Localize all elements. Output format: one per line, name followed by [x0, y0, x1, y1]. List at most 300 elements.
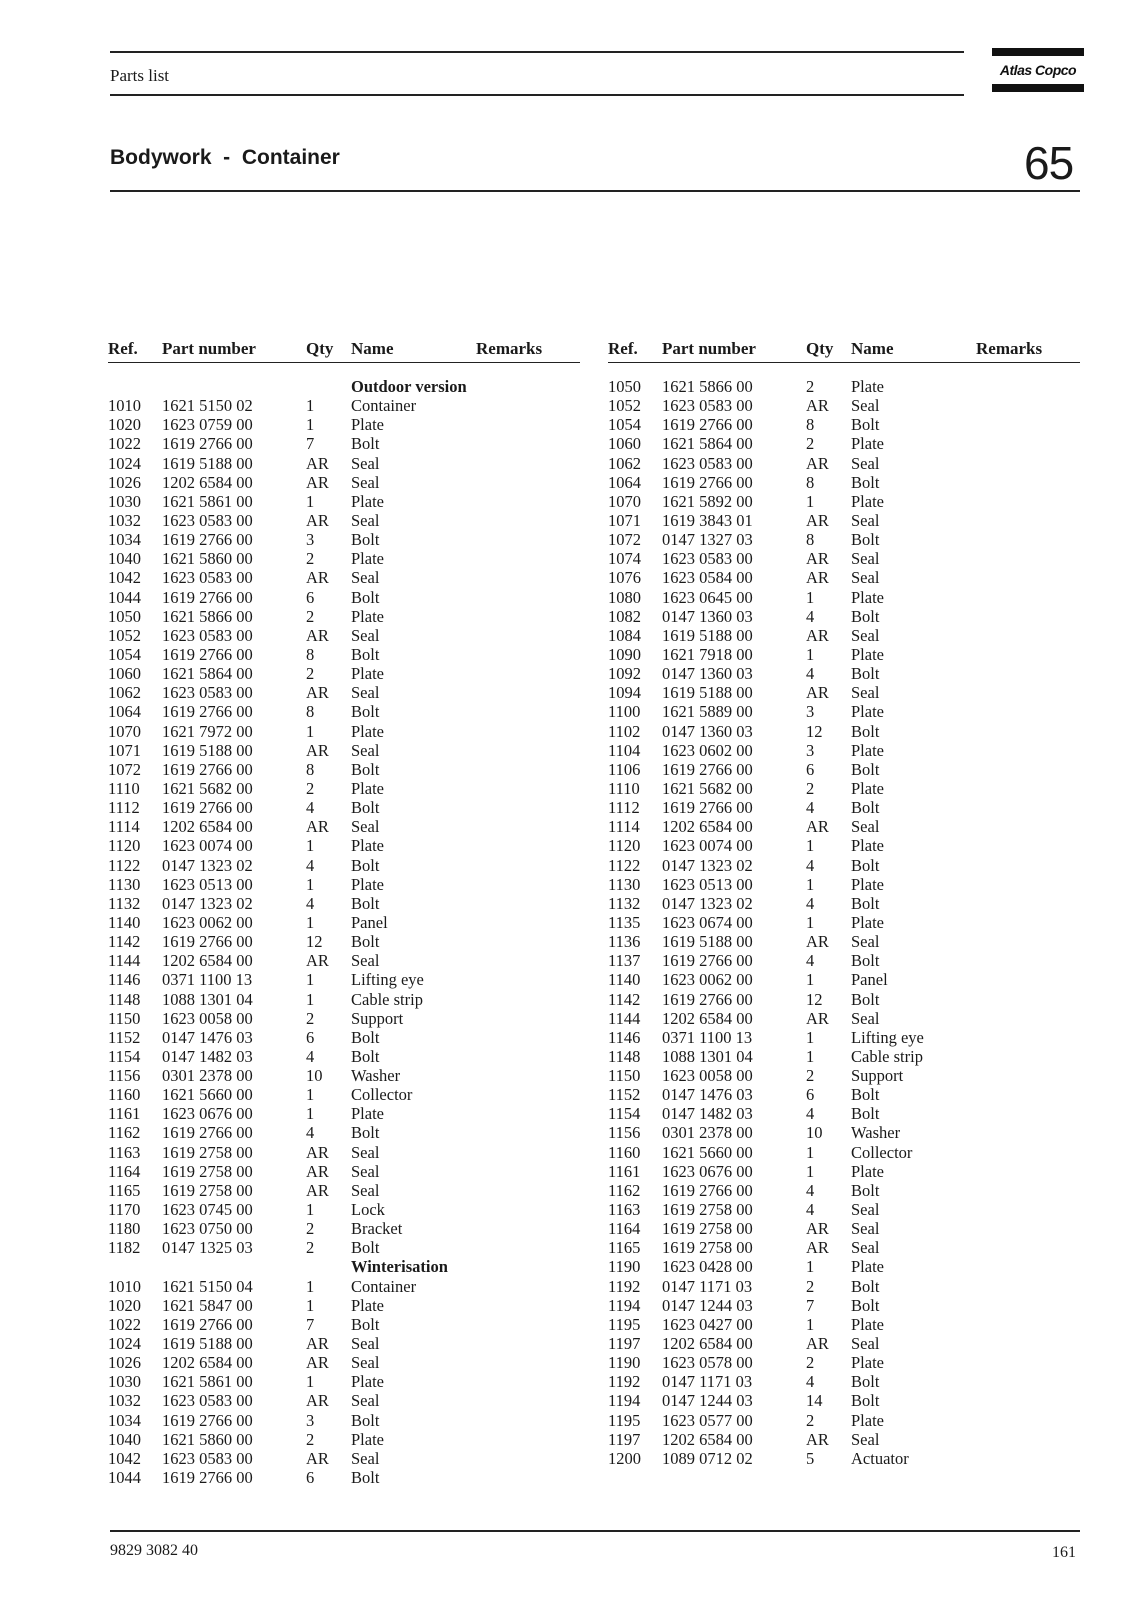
cell-part: 1621 7918 00 [662, 644, 753, 664]
cell-part: 1621 5864 00 [162, 664, 253, 684]
header-rule [110, 94, 964, 96]
table-row [108, 894, 580, 913]
cell-name: Plate [851, 836, 884, 856]
table-row [608, 683, 1080, 702]
cell-part: 1623 0062 00 [662, 970, 753, 990]
table-row [108, 530, 580, 549]
col-remarks: Remarks [476, 339, 543, 358]
cell-ref: 1070 [108, 721, 141, 741]
cell-part: 1623 0676 00 [662, 1161, 753, 1181]
cell-name: Bolt [351, 1314, 380, 1334]
table-row [108, 741, 580, 760]
cell-ref: 1195 [608, 1314, 641, 1334]
table-row [608, 932, 1080, 951]
cell-part: 1619 2766 00 [662, 472, 753, 492]
cell-name: Bolt [851, 893, 880, 913]
cell-name: Plate [351, 606, 384, 626]
cell-part: 1623 0645 00 [662, 587, 753, 607]
cell-name: Seal [851, 453, 880, 473]
table-row [108, 1066, 580, 1085]
table-row [608, 549, 1080, 568]
cell-qty: AR [306, 625, 329, 645]
table-row [108, 1181, 580, 1200]
cell-ref: 1114 [108, 817, 140, 837]
cell-ref: 1010 [108, 1276, 141, 1296]
table-row [608, 645, 1080, 664]
cell-name: Seal [851, 1429, 880, 1449]
cell-qty: 1 [306, 396, 315, 416]
cell-part: 1623 0602 00 [662, 740, 753, 760]
cell-name: Seal [851, 396, 880, 416]
cell-qty: 8 [306, 644, 315, 664]
cell-part: 1619 5188 00 [162, 740, 253, 760]
table-row [108, 1162, 580, 1181]
cell-part: 1202 6584 00 [662, 1429, 753, 1449]
cell-part: 1623 0583 00 [162, 1448, 253, 1468]
cell-part: 1619 2758 00 [662, 1219, 753, 1239]
cell-name: Plate [851, 874, 884, 894]
cell-ref: 1146 [108, 970, 141, 990]
cell-name: Collector [851, 1142, 913, 1162]
cell-part: 0147 1323 02 [162, 893, 253, 913]
cell-ref: 1050 [608, 377, 641, 396]
cell-name: Support [851, 1066, 904, 1086]
section-label: Parts list [110, 66, 170, 85]
col-part-number: Part number [162, 339, 256, 358]
cell-name: Seal [351, 951, 380, 971]
cell-qty: 2 [306, 1238, 315, 1258]
cell-name: Seal [351, 1142, 380, 1162]
table-row [108, 1449, 580, 1468]
cell-ref: 1024 [108, 453, 141, 473]
cell-name: Bolt [351, 1123, 380, 1143]
table-row [608, 626, 1080, 645]
cell-part: 1623 0584 00 [662, 568, 753, 588]
cell-qty: 1 [806, 587, 815, 607]
table-row [608, 1200, 1080, 1219]
cell-name: Actuator [851, 1448, 909, 1468]
table-body [608, 377, 1080, 1468]
cell-part: 0147 1323 02 [662, 855, 753, 875]
table-row [108, 798, 580, 817]
table-row [108, 875, 580, 894]
cell-name: Bolt [351, 434, 380, 454]
table-row [108, 779, 580, 798]
cell-part: 1623 0583 00 [662, 396, 753, 416]
cell-ref: 1050 [108, 606, 141, 626]
cell-qty: AR [306, 472, 329, 492]
cell-ref: 1042 [108, 1448, 141, 1468]
parts-table-right [608, 336, 1080, 1468]
cell-part: 1619 2758 00 [162, 1161, 253, 1181]
cell-ref: 1034 [108, 1410, 141, 1430]
cell-qty: 1 [306, 1104, 315, 1124]
cell-ref: 1062 [608, 453, 641, 473]
table-row [608, 1257, 1080, 1276]
col-qty: Qty [306, 339, 334, 358]
cell-qty: 4 [306, 1046, 315, 1066]
cell-ref: 1154 [108, 1046, 141, 1066]
cell-part: 1623 0583 00 [662, 453, 753, 473]
cell-part: 1621 5861 00 [162, 1372, 253, 1392]
cell-ref: 1192 [608, 1276, 641, 1296]
cell-part: 1619 2766 00 [162, 530, 253, 550]
table-row [108, 1009, 580, 1028]
cell-qty: 4 [306, 855, 315, 875]
table-row [108, 760, 580, 779]
cell-qty: 2 [806, 778, 815, 798]
cell-part: 1088 1301 04 [662, 1046, 753, 1066]
cell-name: Seal [851, 817, 880, 837]
table-row [608, 722, 1080, 741]
cell-part: 0301 2378 00 [162, 1066, 253, 1086]
cell-qty: AR [306, 1334, 329, 1354]
cell-ref: 1082 [608, 606, 641, 626]
table-row [608, 454, 1080, 473]
cell-ref: 1170 [108, 1200, 141, 1220]
top-rule [110, 51, 964, 53]
cell-ref: 1020 [108, 1295, 141, 1315]
cell-qty: AR [806, 1008, 829, 1028]
table-row [608, 1372, 1080, 1391]
cell-part: 1202 6584 00 [662, 817, 753, 837]
cell-ref: 1026 [108, 472, 141, 492]
cell-name: Lock [351, 1200, 385, 1220]
cell-qty: 14 [806, 1391, 823, 1411]
cell-qty: AR [306, 740, 329, 760]
table-row [608, 760, 1080, 779]
cell-part: 1623 0676 00 [162, 1104, 253, 1124]
cell-name: Bolt [851, 798, 880, 818]
cell-name: Bolt [351, 759, 380, 779]
cell-ref: 1070 [608, 491, 641, 511]
cell-name: Seal [851, 625, 880, 645]
cell-name: Seal [851, 1238, 880, 1258]
table-row [608, 836, 1080, 855]
cell-name: Seal [851, 1200, 880, 1220]
group-heading-row [108, 1257, 580, 1276]
cell-name: Bolt [351, 1238, 380, 1258]
cell-ref: 1120 [108, 836, 141, 856]
cell-part: 1619 2766 00 [162, 1314, 253, 1334]
table-row [608, 1430, 1080, 1449]
table-row [108, 1047, 580, 1066]
cell-qty: 4 [806, 798, 815, 818]
cell-name: Plate [351, 549, 384, 569]
cell-part: 1619 5188 00 [162, 453, 253, 473]
cell-ref: 1052 [108, 625, 141, 645]
cell-name: Bolt [851, 606, 880, 626]
cell-part: 1202 6584 00 [662, 1008, 753, 1028]
cell-qty: 3 [806, 702, 815, 722]
table-row [608, 1277, 1080, 1296]
table-row [608, 1181, 1080, 1200]
table-row [608, 1315, 1080, 1334]
cell-name: Bolt [851, 472, 880, 492]
table-row [608, 1123, 1080, 1142]
cell-ref: 1197 [608, 1429, 641, 1449]
cell-qty: AR [806, 1219, 829, 1239]
cell-qty: AR [806, 625, 829, 645]
cell-part: 1623 0427 00 [662, 1314, 753, 1334]
cell-ref: 1030 [108, 491, 141, 511]
cell-qty: 2 [306, 1008, 315, 1028]
cell-qty: 1 [306, 989, 315, 1009]
cell-qty: 7 [306, 434, 315, 454]
table-row [108, 951, 580, 970]
cell-name: Bolt [351, 644, 380, 664]
cell-part: 1619 5188 00 [662, 932, 753, 952]
cell-part: 1623 0058 00 [162, 1008, 253, 1028]
cell-ref: 1195 [608, 1410, 641, 1430]
cell-part: 1621 5866 00 [162, 606, 253, 626]
cell-name: Bolt [851, 721, 880, 741]
table-row [108, 1123, 580, 1142]
document-number: 9829 3082 40 [110, 1542, 198, 1559]
cell-ref: 1163 [108, 1142, 141, 1162]
cell-qty: 1 [806, 644, 815, 664]
cell-qty: 3 [306, 530, 315, 550]
cell-qty: AR [806, 932, 829, 952]
cell-name: Collector [351, 1085, 413, 1105]
cell-name: Seal [351, 817, 380, 837]
cell-ref: 1062 [108, 683, 141, 703]
cell-ref: 1164 [108, 1161, 141, 1181]
cell-name: Seal [351, 1334, 380, 1354]
cell-name: Bolt [851, 989, 880, 1009]
cell-part: 1621 5866 00 [662, 377, 753, 396]
cell-qty: 2 [806, 1066, 815, 1086]
cell-name: Bolt [351, 932, 380, 952]
table-row [108, 1391, 580, 1410]
cell-qty: AR [306, 1142, 329, 1162]
cell-part: 1621 5860 00 [162, 549, 253, 569]
cell-name: Plate [851, 491, 884, 511]
cell-part: 0147 1244 03 [662, 1295, 753, 1315]
cell-name: Seal [351, 1180, 380, 1200]
cell-part: 0301 2378 00 [662, 1123, 753, 1143]
cell-qty: 6 [806, 1085, 815, 1105]
cell-qty: 1 [806, 912, 815, 932]
cell-ref: 1094 [608, 683, 641, 703]
cell-ref: 1032 [108, 510, 141, 530]
cell-name: Washer [351, 1066, 401, 1086]
cell-name: Plate [351, 721, 384, 741]
table-row [108, 1238, 580, 1257]
cell-part: 1621 5892 00 [662, 491, 753, 511]
cell-part: 0147 1325 03 [162, 1238, 253, 1258]
cell-qty: 2 [806, 434, 815, 454]
cell-name: Plate [351, 415, 384, 435]
cell-qty: 10 [306, 1066, 323, 1086]
cell-part: 1623 0745 00 [162, 1200, 253, 1220]
cell-qty: 8 [306, 702, 315, 722]
table-row [608, 913, 1080, 932]
cell-ref: 1112 [108, 798, 140, 818]
table-row [608, 1162, 1080, 1181]
cell-part: 1623 0058 00 [662, 1066, 753, 1086]
page-title: Bodywork - Container [110, 146, 340, 169]
table-row [608, 1411, 1080, 1430]
cell-qty: 4 [806, 1104, 815, 1124]
cell-part: 1619 2766 00 [662, 1180, 753, 1200]
cell-part: 1202 6584 00 [162, 951, 253, 971]
cell-part: 0147 1244 03 [662, 1391, 753, 1411]
table-row [108, 434, 580, 453]
cell-qty: AR [806, 396, 829, 416]
cell-part: 0147 1360 03 [662, 606, 753, 626]
cell-part: 1619 2766 00 [162, 644, 253, 664]
cell-part: 1619 2766 00 [162, 759, 253, 779]
cell-part: 1623 0583 00 [162, 510, 253, 530]
table-row [108, 415, 580, 434]
chapter-number: 65 [1024, 137, 1074, 189]
cell-name: Plate [351, 491, 384, 511]
cell-part: 1621 5660 00 [662, 1142, 753, 1162]
cell-part: 1623 0513 00 [162, 874, 253, 894]
cell-name: Plate [351, 1372, 384, 1392]
cell-qty: 1 [806, 874, 815, 894]
table-row [608, 377, 1080, 396]
cell-ref: 1052 [608, 396, 641, 416]
cell-qty: 2 [806, 377, 815, 396]
cell-name: Plate [851, 434, 884, 454]
cell-name: Seal [351, 510, 380, 530]
cell-name: Seal [351, 625, 380, 645]
cell-name: Plate [851, 1257, 884, 1277]
cell-name: Seal [351, 568, 380, 588]
cell-ref: 1060 [608, 434, 641, 454]
cell-qty: 1 [306, 1276, 315, 1296]
table-row [608, 396, 1080, 415]
table-row [108, 683, 580, 702]
cell-ref: 1090 [608, 644, 641, 664]
table-row [108, 511, 580, 530]
cell-ref: 1136 [608, 932, 641, 952]
cell-ref: 1150 [108, 1008, 141, 1028]
cell-ref: 1076 [608, 568, 641, 588]
cell-name: Bolt [351, 1468, 380, 1488]
table-row [608, 1047, 1080, 1066]
cell-ref: 1142 [608, 989, 641, 1009]
table-row [608, 1143, 1080, 1162]
cell-ref: 1032 [108, 1391, 141, 1411]
cell-name: Seal [351, 1353, 380, 1373]
cell-name: Bolt [851, 951, 880, 971]
cell-qty: AR [306, 951, 329, 971]
cell-qty: 1 [306, 721, 315, 741]
cell-part: 1619 2766 00 [662, 798, 753, 818]
table-row [608, 1296, 1080, 1315]
table-row [108, 1430, 580, 1449]
cell-qty: 2 [306, 1429, 315, 1449]
cell-ref: 1110 [108, 778, 140, 798]
table-row [608, 664, 1080, 683]
table-row [608, 894, 1080, 913]
cell-part: 1619 2766 00 [662, 989, 753, 1009]
cell-qty: 1 [306, 491, 315, 511]
cell-ref: 1092 [608, 664, 641, 684]
cell-ref: 1110 [608, 778, 640, 798]
cell-ref: 1152 [608, 1085, 641, 1105]
cell-ref: 1071 [608, 510, 641, 530]
table-row [608, 1066, 1080, 1085]
cell-name: Panel [351, 912, 388, 932]
cell-ref: 1150 [608, 1066, 641, 1086]
cell-qty: 1 [306, 912, 315, 932]
table-row [608, 798, 1080, 817]
table-row [108, 473, 580, 492]
cell-ref: 1044 [108, 1468, 141, 1488]
cell-name: Plate [351, 1295, 384, 1315]
cell-qty: 2 [806, 1276, 815, 1296]
cell-part: 1619 2766 00 [662, 951, 753, 971]
cell-part: 1623 0062 00 [162, 912, 253, 932]
cell-name: Seal [851, 932, 880, 952]
cell-part: 1621 5660 00 [162, 1085, 253, 1105]
cell-ref: 1084 [608, 625, 641, 645]
cell-qty: AR [306, 568, 329, 588]
cell-ref: 1030 [108, 1372, 141, 1392]
table-row [108, 454, 580, 473]
cell-part: 1623 0074 00 [662, 836, 753, 856]
col-part-number: Part number [662, 339, 756, 358]
cell-qty: 1 [306, 1372, 315, 1392]
cell-qty: AR [806, 510, 829, 530]
table-row [608, 415, 1080, 434]
cell-qty: 2 [306, 1219, 315, 1239]
table-row [108, 568, 580, 587]
table-row [608, 607, 1080, 626]
cell-name: Container [351, 396, 417, 416]
cell-ref: 1161 [608, 1161, 641, 1181]
cell-name: Plate [851, 1353, 884, 1373]
cell-qty: 2 [306, 606, 315, 626]
cell-ref: 1182 [108, 1238, 141, 1258]
cell-qty: AR [806, 453, 829, 473]
cell-name: Seal [351, 472, 380, 492]
cell-ref: 1130 [608, 874, 641, 894]
cell-ref: 1165 [608, 1238, 641, 1258]
cell-qty: 7 [306, 1314, 315, 1334]
cell-qty: 1 [806, 1161, 815, 1181]
cell-part: 1202 6584 00 [662, 1334, 753, 1354]
table-row [108, 932, 580, 951]
table-row [608, 588, 1080, 607]
cell-ref: 1152 [108, 1027, 141, 1047]
cell-qty: 1 [806, 836, 815, 856]
cell-name: Plate [351, 778, 384, 798]
cell-qty: AR [306, 1353, 329, 1373]
cell-name: Bolt [851, 1295, 880, 1315]
cell-qty: 3 [306, 1410, 315, 1430]
cell-qty: AR [306, 1448, 329, 1468]
cell-qty: AR [306, 1391, 329, 1411]
cell-ref: 1040 [108, 549, 141, 569]
cell-ref: 1144 [108, 951, 141, 971]
cell-name: Plate [851, 377, 884, 396]
cell-part: 1623 0583 00 [162, 625, 253, 645]
cell-name: Plate [851, 587, 884, 607]
table-row [108, 1468, 580, 1487]
cell-ref: 1192 [608, 1372, 641, 1392]
table-row [608, 779, 1080, 798]
table-row [608, 434, 1080, 453]
cell-qty: 2 [306, 664, 315, 684]
table-row [608, 990, 1080, 1009]
cell-part: 1619 2766 00 [162, 434, 253, 454]
cell-part: 1621 5682 00 [662, 778, 753, 798]
